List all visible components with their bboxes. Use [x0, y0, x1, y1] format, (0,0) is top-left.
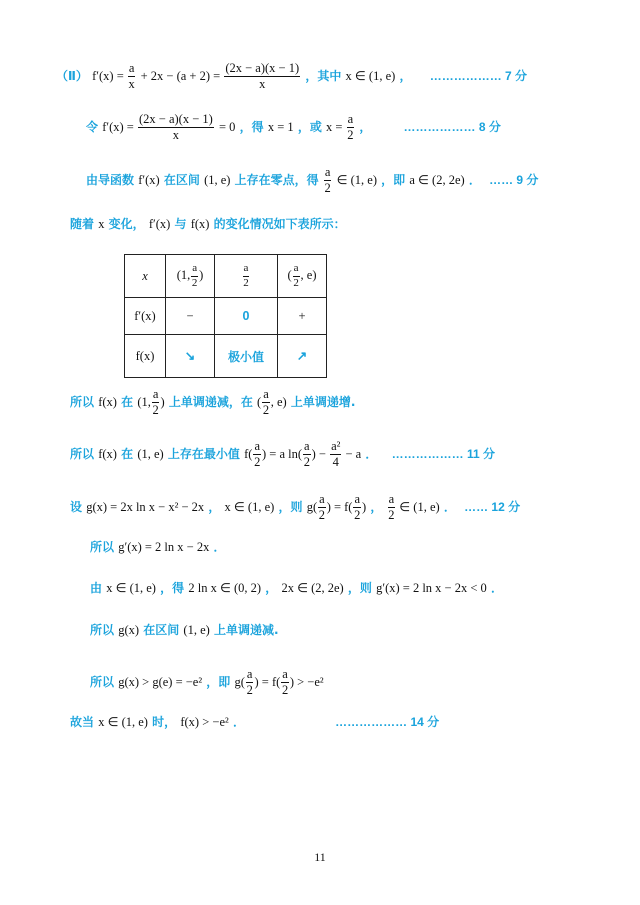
math-fprime: f′(x)	[138, 173, 160, 188]
text: 上单调递减，在	[168, 395, 253, 410]
text-get: ，得	[239, 120, 264, 135]
frac-derivative: $\frac{(2x - a)(x - 1)}{x}$	[138, 112, 213, 143]
text: 故当	[70, 715, 95, 729]
text-period: ．	[232, 715, 245, 729]
score-14: ……………… 14 分	[335, 715, 440, 729]
frac-a-2: $\frac{a}{2}$	[281, 667, 289, 698]
header-interval-1: (1, $\frac{a}{2}$ )	[166, 255, 215, 298]
math-fprime: f′(x) =	[102, 120, 137, 135]
math: 2 ln x ∈ (0, 2)	[188, 581, 262, 595]
math-f: f(x)	[98, 447, 117, 462]
text: ，则	[347, 581, 372, 595]
text-comma: ，	[399, 69, 412, 84]
math: g(	[306, 500, 318, 515]
part-label: （Ⅱ）	[56, 69, 88, 84]
text: 变化，	[108, 217, 145, 231]
cell-plus: +	[278, 298, 327, 335]
text: 所以	[90, 540, 115, 554]
line-gprime-negative	[90, 582, 503, 595]
math-gprime: g′(x) = 2 ln x − 2x	[118, 540, 210, 554]
math: ) = f(	[254, 675, 281, 690]
frac-a-x: $\frac{a}{x}$	[128, 61, 135, 92]
math-a-range: a ∈ (2, 2e)	[409, 173, 465, 188]
text: 所以	[70, 447, 95, 462]
math-fprime: f′(x) =	[92, 69, 127, 84]
cell-minus: −	[166, 298, 215, 335]
math-eq-zero: = 0	[218, 120, 236, 135]
text: ，即	[206, 675, 231, 690]
table-row	[125, 298, 327, 335]
text: 在区间	[143, 623, 180, 637]
line-conclusion	[70, 716, 439, 729]
math: g′(x) = 2 ln x − 2x < 0	[376, 581, 487, 595]
text: 在	[121, 447, 134, 462]
text: 随着	[70, 217, 95, 231]
frac-derivative: $\frac{(2x - a)(x - 1)}{x}$	[225, 61, 300, 92]
frac-a2-4: $\frac{\text{a²}}{4}$	[331, 439, 341, 470]
text: ，即	[381, 173, 406, 188]
math-interval: (1, e)	[204, 173, 231, 188]
math: ) = a ln(	[262, 447, 303, 462]
text: 上存在零点，得	[234, 173, 319, 188]
text: 上单调递增.	[290, 395, 356, 410]
math: 2x ∈ (2, 2e)	[281, 581, 344, 595]
line-g-bound	[90, 668, 324, 697]
frac-a-2: $\frac{a}{2}$	[318, 492, 326, 523]
cell-decreasing-arrow: ↘	[166, 335, 215, 378]
math: )	[160, 395, 165, 410]
line-g-decreasing	[90, 624, 279, 637]
text: 在	[121, 395, 134, 410]
text-period: ．	[213, 540, 226, 554]
header-interval-2: ( $\frac{a}{2}$ , e)	[278, 255, 327, 298]
line-zero-exists	[86, 166, 538, 195]
text-period: ．	[490, 581, 503, 595]
text-period: ．	[468, 173, 481, 188]
line-part-ii	[56, 62, 527, 91]
math-g-def: g(x) = 2x ln x − x² − 2x	[86, 500, 205, 515]
text: ，则	[278, 500, 303, 515]
page-number: 11	[314, 850, 326, 864]
math: ∈ (1, e)	[396, 500, 440, 515]
math: g(	[234, 675, 245, 690]
frac-a-2: $\frac{a}{2}$	[254, 439, 261, 470]
frac-a-2: $\frac{a}{2}$	[347, 112, 354, 143]
math-x: x	[98, 217, 105, 231]
cell-minimum: 极小值	[215, 335, 278, 378]
math: , e)	[270, 395, 287, 410]
cell-increasing-arrow: ↗	[278, 335, 327, 378]
text: ，	[265, 581, 278, 595]
math: x ∈ (1, e)	[106, 581, 156, 595]
frac-a-2: $\frac{a}{2}$	[324, 165, 331, 196]
math: ) −	[311, 447, 330, 462]
score-12: …… 12 分	[464, 500, 521, 515]
frac-a-2: $\frac{a}{2}$	[152, 387, 159, 418]
text-period: ．	[365, 447, 378, 462]
header-a-over-2: $\frac{a}{2}$	[215, 255, 278, 298]
math: (1,	[137, 395, 151, 410]
text: 的变化情况如下表所示：	[213, 217, 346, 231]
row-label-f: f(x)	[125, 335, 166, 378]
text: 与	[174, 217, 187, 231]
math: (1, e)	[183, 623, 210, 637]
math: g(x)	[118, 623, 140, 637]
text: 时，	[152, 715, 177, 729]
line-zero	[86, 113, 501, 142]
table-row	[125, 335, 327, 378]
text: ，	[208, 500, 221, 515]
math-in-interval: ∈ (1, e)	[336, 173, 377, 188]
frac-a-2: $\frac{a}{2}$	[262, 387, 270, 418]
frac-a-2: $\frac{a}{2}$	[354, 492, 361, 523]
math-x1: x = 1	[267, 120, 294, 135]
line-minimum	[70, 440, 495, 469]
text-where: ，其中	[305, 69, 342, 84]
text: ，	[370, 500, 383, 515]
math: − a	[342, 447, 362, 462]
math-f: f(x)	[190, 217, 210, 231]
frac-a-2: $\frac{a}{2}$	[303, 439, 310, 470]
header-x: x	[125, 255, 166, 298]
math-mid: + 2x − (a + 2) =	[140, 69, 224, 84]
text-comma: ，	[359, 120, 372, 135]
text: 所以	[90, 623, 115, 637]
text: 在区间	[163, 173, 200, 188]
line-define-g	[70, 493, 520, 522]
variation-table	[124, 254, 327, 378]
score-7: ……………… 7 分	[429, 69, 528, 84]
math: )	[362, 500, 367, 515]
score-9: …… 9 分	[489, 173, 539, 188]
text-let: 令	[86, 120, 99, 135]
math: f(x) > −e²	[180, 715, 229, 729]
math-domain: x ∈ (1, e)	[224, 500, 275, 515]
math: ) = f(	[326, 500, 353, 515]
text: 上存在最小值	[167, 447, 240, 462]
text: 所以	[70, 395, 95, 410]
row-label-fprime: f′(x)	[125, 298, 166, 335]
frac-a-2: $\frac{a}{2}$	[388, 492, 395, 523]
score-8: ……………… 8 分	[403, 120, 501, 135]
text: ，得	[160, 581, 185, 595]
text: 由导函数	[86, 173, 135, 188]
text-period: ．	[443, 500, 456, 515]
text: 由	[90, 581, 103, 595]
math: f(	[244, 447, 253, 462]
math: ) > −e²	[289, 675, 324, 690]
math: g(x) > g(e) = −e²	[118, 675, 203, 690]
math-x-eq: x =	[326, 120, 346, 135]
line-monotonic	[70, 388, 355, 417]
math-f: f(x)	[98, 395, 117, 410]
math-cond: x ∈ (1, e)	[345, 69, 396, 84]
cell-zero: 0	[215, 298, 278, 335]
math: (	[257, 395, 262, 410]
math-interval: (1, e)	[137, 447, 164, 462]
math-fprime: f′(x)	[148, 217, 171, 231]
line-g-derivative	[90, 541, 226, 554]
score-11: ……………… 11 分	[391, 447, 495, 462]
text: 所以	[90, 675, 115, 690]
frac-a-2: $\frac{a}{2}$	[246, 667, 253, 698]
text: 设	[70, 500, 83, 515]
line-table-intro	[70, 218, 346, 231]
math: x ∈ (1, e)	[98, 715, 148, 729]
text: 上单调递减.	[213, 623, 279, 637]
text-or: ，或	[297, 120, 322, 135]
table-row	[125, 255, 327, 298]
